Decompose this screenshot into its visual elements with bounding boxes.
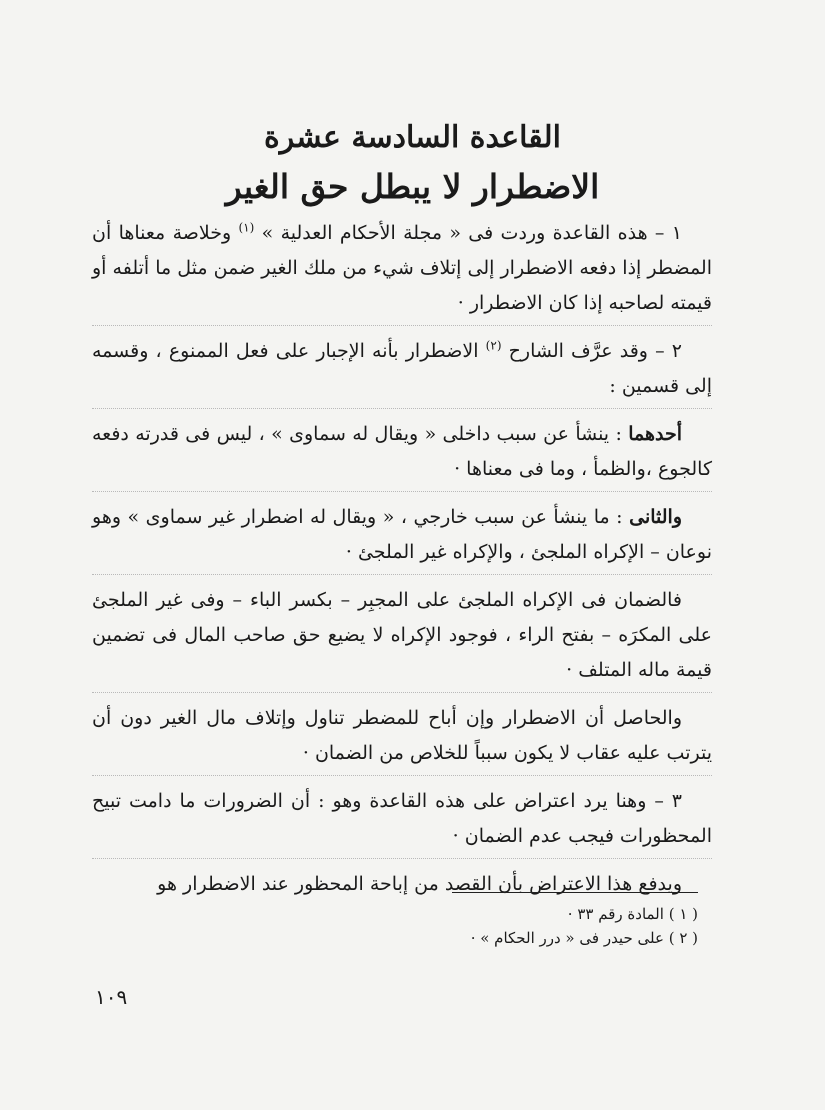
paragraph-4 bbox=[92, 500, 712, 575]
paragraph-8: ويدفع هذا الاعتراض بأن القصد من إباحة المحظور عند الاضطرار هو bbox=[157, 873, 682, 895]
paragraph-2 bbox=[92, 334, 712, 409]
footnote-reference: (١) bbox=[238, 220, 255, 235]
paragraph-text: الاضطرار بأنه الإجبار على فعل الممنوع ، وقسمه إلى قسمين : bbox=[92, 340, 712, 397]
paragraph-6: والحاصل أن الاضطرار وإن أباح للمضطر تناول وإتلاف مال الغير دون أن يترتب عليه عقاب لا يكون سبباً للخلاص من الضمان · bbox=[92, 701, 712, 776]
paragraph-text: : ما ينشأ عن سبب خارجي ، « ويقال له اضطرار غير سماوى » وهو نوعان – الإكراه الملجئ ، والإكراه غير الملجئ · bbox=[92, 506, 712, 563]
footnote-reference: (٢) bbox=[485, 338, 502, 353]
paragraph-5: فالضمان فى الإكراه الملجئ على المجبِر – بكسر الباء – وفى غير الملجئ على المكرَه – بفتح الراء ، فوجود الإكراه لا يضيع حق صاحب المال فى تضمين قيمة ماله المتلف · bbox=[92, 583, 712, 693]
rule-title: القاعدة السادسة عشرة bbox=[264, 120, 561, 155]
paragraph-1 bbox=[92, 216, 712, 326]
paragraph-text: وخلاصة معناها أن المضطر إذا دفعه الاضطرار إلى إتلاف شيء من ملك الغير ضمن مثل ما أتلفه أو قيمته لصاحبه إذا كان الاضطرار · bbox=[92, 222, 712, 314]
main-text bbox=[92, 216, 712, 914]
paragraph-3 bbox=[92, 417, 712, 492]
paragraph-text: ١ – هذه القاعدة وردت فى « مجلة الأحكام العدلية » bbox=[254, 222, 682, 244]
footnote-2: ( ٢ ) على حيدر فى « درر الحكام » · bbox=[470, 929, 698, 947]
rule-subtitle: الاضطرار لا يبطل حق الغير bbox=[225, 167, 600, 206]
footnote-divider bbox=[452, 892, 698, 893]
footnote-1: ( ١ ) المادة رقم ٣٣ · bbox=[567, 905, 698, 923]
paragraph-text: ٢ – وقد عرَّف الشارح bbox=[501, 340, 682, 362]
footnotes bbox=[300, 902, 698, 950]
paragraph-lead: أحدهما bbox=[628, 423, 682, 445]
paragraph-7: ٣ – وهنا يرد اعتراض على هذه القاعدة وهو : أن الضرورات ما دامت تبيح المحظورات فيجب عدم الضمان · bbox=[92, 784, 712, 859]
paragraph-lead: والثانى bbox=[629, 506, 682, 528]
paragraph-text: : ينشأ عن سبب داخلى « ويقال له سماوى » ، ليس فى قدرته دفعه كالجوع ،والظمأ ، وما فى معناها · bbox=[92, 423, 712, 480]
page-number: ١٠٩ bbox=[95, 985, 128, 1009]
